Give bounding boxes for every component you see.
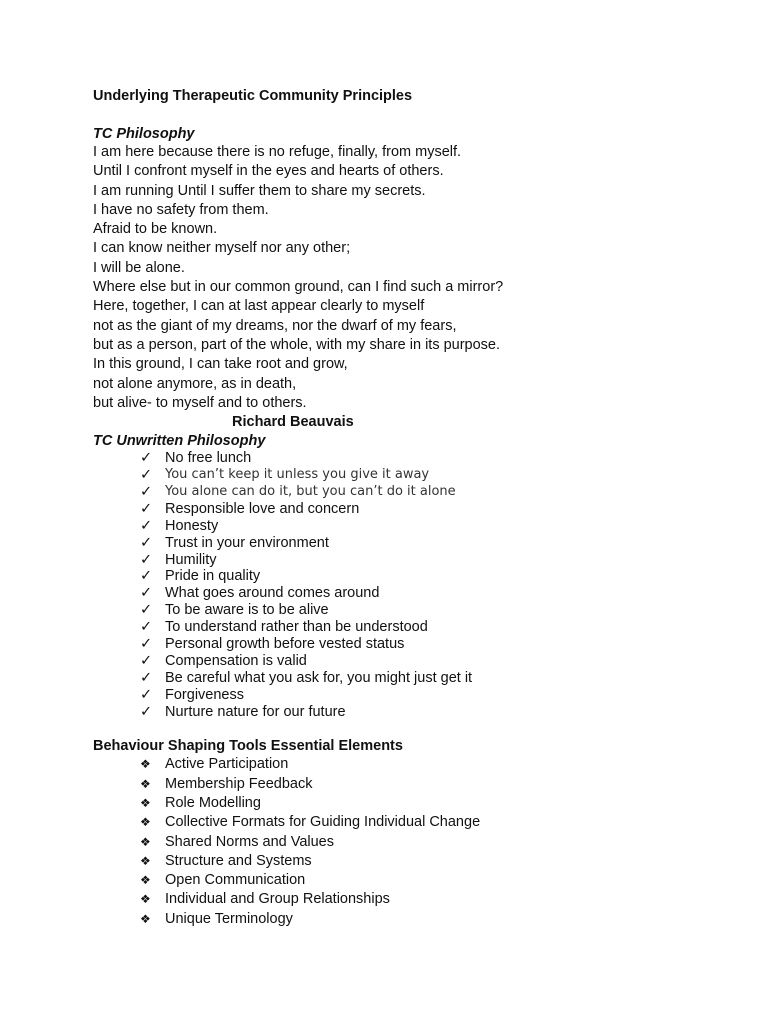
list-item <box>93 704 693 721</box>
list-item <box>93 602 693 619</box>
list-item <box>93 813 693 832</box>
tc-philosophy-heading: TC Philosophy <box>93 126 195 142</box>
list-item-text: Responsible love and concern <box>165 500 360 517</box>
list-item-text: What goes around comes around <box>165 585 380 602</box>
list-item-text: Collective Formats for Guiding Individual Change <box>165 814 481 831</box>
list-item <box>93 619 693 636</box>
list-item-text: To understand rather than be understood <box>165 619 428 636</box>
checkmark-icon: ✓ <box>140 517 153 534</box>
diamond-bullet-icon: ❖ <box>140 757 151 772</box>
diamond-bullet-icon: ❖ <box>140 873 151 888</box>
list-item <box>93 552 693 569</box>
list-item <box>93 535 693 552</box>
list-item-text: Shared Norms and Values <box>165 833 334 850</box>
list-item <box>93 670 693 687</box>
poem-line: In this ground, I can take root and grow, <box>93 356 348 373</box>
checkmark-icon: ✓ <box>140 467 153 484</box>
poem-line: not alone anymore, as in death, <box>93 375 297 392</box>
poem-line: Until I confront myself in the eyes and hearts of others. <box>93 163 444 180</box>
poem-line: I am here because there is no refuge, finally, from myself. <box>93 144 462 160</box>
unwritten-philosophy-list <box>93 450 693 720</box>
list-item <box>93 794 693 813</box>
checkmark-icon: ✓ <box>140 483 153 500</box>
list-item-text: You can’t keep it unless you give it away <box>165 467 430 483</box>
list-item-text: Individual and Group Relationships <box>165 891 390 908</box>
diamond-bullet-icon: ❖ <box>140 796 151 810</box>
list-item <box>93 636 693 653</box>
diamond-bullet-icon: ❖ <box>140 815 151 830</box>
checkmark-icon: ✓ <box>140 652 153 669</box>
list-item-text: Honesty <box>165 517 219 534</box>
checkmark-icon: ✓ <box>140 703 153 720</box>
list-item-text: Personal growth before vested status <box>165 635 405 652</box>
list-item-text: Forgiveness <box>165 686 244 703</box>
poem-line: Afraid to be known. <box>93 221 218 238</box>
poem-line: I can know neither myself nor any other; <box>93 240 351 257</box>
diamond-bullet-icon: ❖ <box>140 834 151 849</box>
poem-line: but alive- to myself and to others. <box>93 394 307 411</box>
list-item-text: Role Modelling <box>165 795 261 811</box>
list-item <box>93 653 693 670</box>
checkmark-icon: ✓ <box>140 534 153 551</box>
diamond-bullet-icon: ❖ <box>140 853 151 868</box>
spacer <box>93 720 693 737</box>
list-item-text: Open Communication <box>165 872 306 889</box>
list-item-text: Active Participation <box>165 756 289 773</box>
diamond-bullet-icon: ❖ <box>140 776 151 791</box>
philosophy-poem <box>93 143 693 413</box>
list-item-text: You alone can do it, but you can’t do it alone <box>165 483 456 499</box>
checkmark-icon: ✓ <box>140 551 153 568</box>
poem-author: Richard Beauvais <box>232 414 354 431</box>
behaviour-shaping-heading: Behaviour Shaping Tools Essential Elements <box>93 738 403 755</box>
document-title: Underlying Therapeutic Community Principles <box>93 88 413 104</box>
diamond-bullet-icon: ❖ <box>140 892 151 907</box>
list-item-text: Trust in your environment <box>165 534 329 551</box>
list-item <box>93 833 693 852</box>
poem-line: Where else but in our common ground, can I find such a mirror? <box>93 279 504 296</box>
checkmark-icon: ✓ <box>140 669 153 686</box>
poem-line: I will be alone. <box>93 259 185 276</box>
list-item-text: Pride in quality <box>165 568 261 585</box>
list-item <box>93 890 693 909</box>
list-item <box>93 484 693 501</box>
list-item <box>93 518 693 535</box>
list-item <box>93 910 693 929</box>
list-item-text: No free lunch <box>165 450 252 467</box>
list-item-text: Unique Terminology <box>165 910 293 927</box>
list-item <box>93 775 693 794</box>
list-item <box>93 568 693 585</box>
list-item-text: Membership Feedback <box>165 775 313 792</box>
poem-line: but as a person, part of the whole, with my share in its purpose. <box>93 336 501 353</box>
checkmark-icon: ✓ <box>140 450 153 467</box>
checkmark-icon: ✓ <box>140 568 153 585</box>
poem-line: I am running Until I suffer them to share my secrets. <box>93 182 426 199</box>
checkmark-icon: ✓ <box>140 585 153 602</box>
poem-line: not as the giant of my dreams, nor the dwarf of my fears, <box>93 317 457 334</box>
list-item <box>93 852 693 871</box>
list-item <box>93 871 693 890</box>
list-item <box>93 585 693 602</box>
list-item <box>93 501 693 518</box>
checkmark-icon: ✓ <box>140 635 153 652</box>
list-item-text: Nurture nature for our future <box>165 703 346 720</box>
behaviour-shaping-list <box>93 755 693 929</box>
spacer <box>93 105 693 125</box>
tc-unwritten-philosophy-heading: TC Unwritten Philosophy <box>93 433 266 450</box>
checkmark-icon: ✓ <box>140 602 153 619</box>
list-item <box>93 687 693 704</box>
list-item <box>93 755 693 774</box>
list-item-text: To be aware is to be alive <box>165 602 329 619</box>
poem-line: Here, together, I can at last appear clearly to myself <box>93 298 425 315</box>
list-item <box>93 467 693 484</box>
poem-line: I have no safety from them. <box>93 201 269 218</box>
document-page <box>93 87 693 929</box>
list-item-text: Humility <box>165 551 217 568</box>
list-item-text: Be careful what you ask for, you might just get it <box>165 669 473 686</box>
diamond-bullet-icon: ❖ <box>140 911 151 926</box>
list-item <box>93 450 693 467</box>
list-item-text: Structure and Systems <box>165 852 312 869</box>
checkmark-icon: ✓ <box>140 500 153 517</box>
checkmark-icon: ✓ <box>140 686 153 703</box>
checkmark-icon: ✓ <box>140 619 153 636</box>
list-item-text: Compensation is valid <box>165 652 307 669</box>
